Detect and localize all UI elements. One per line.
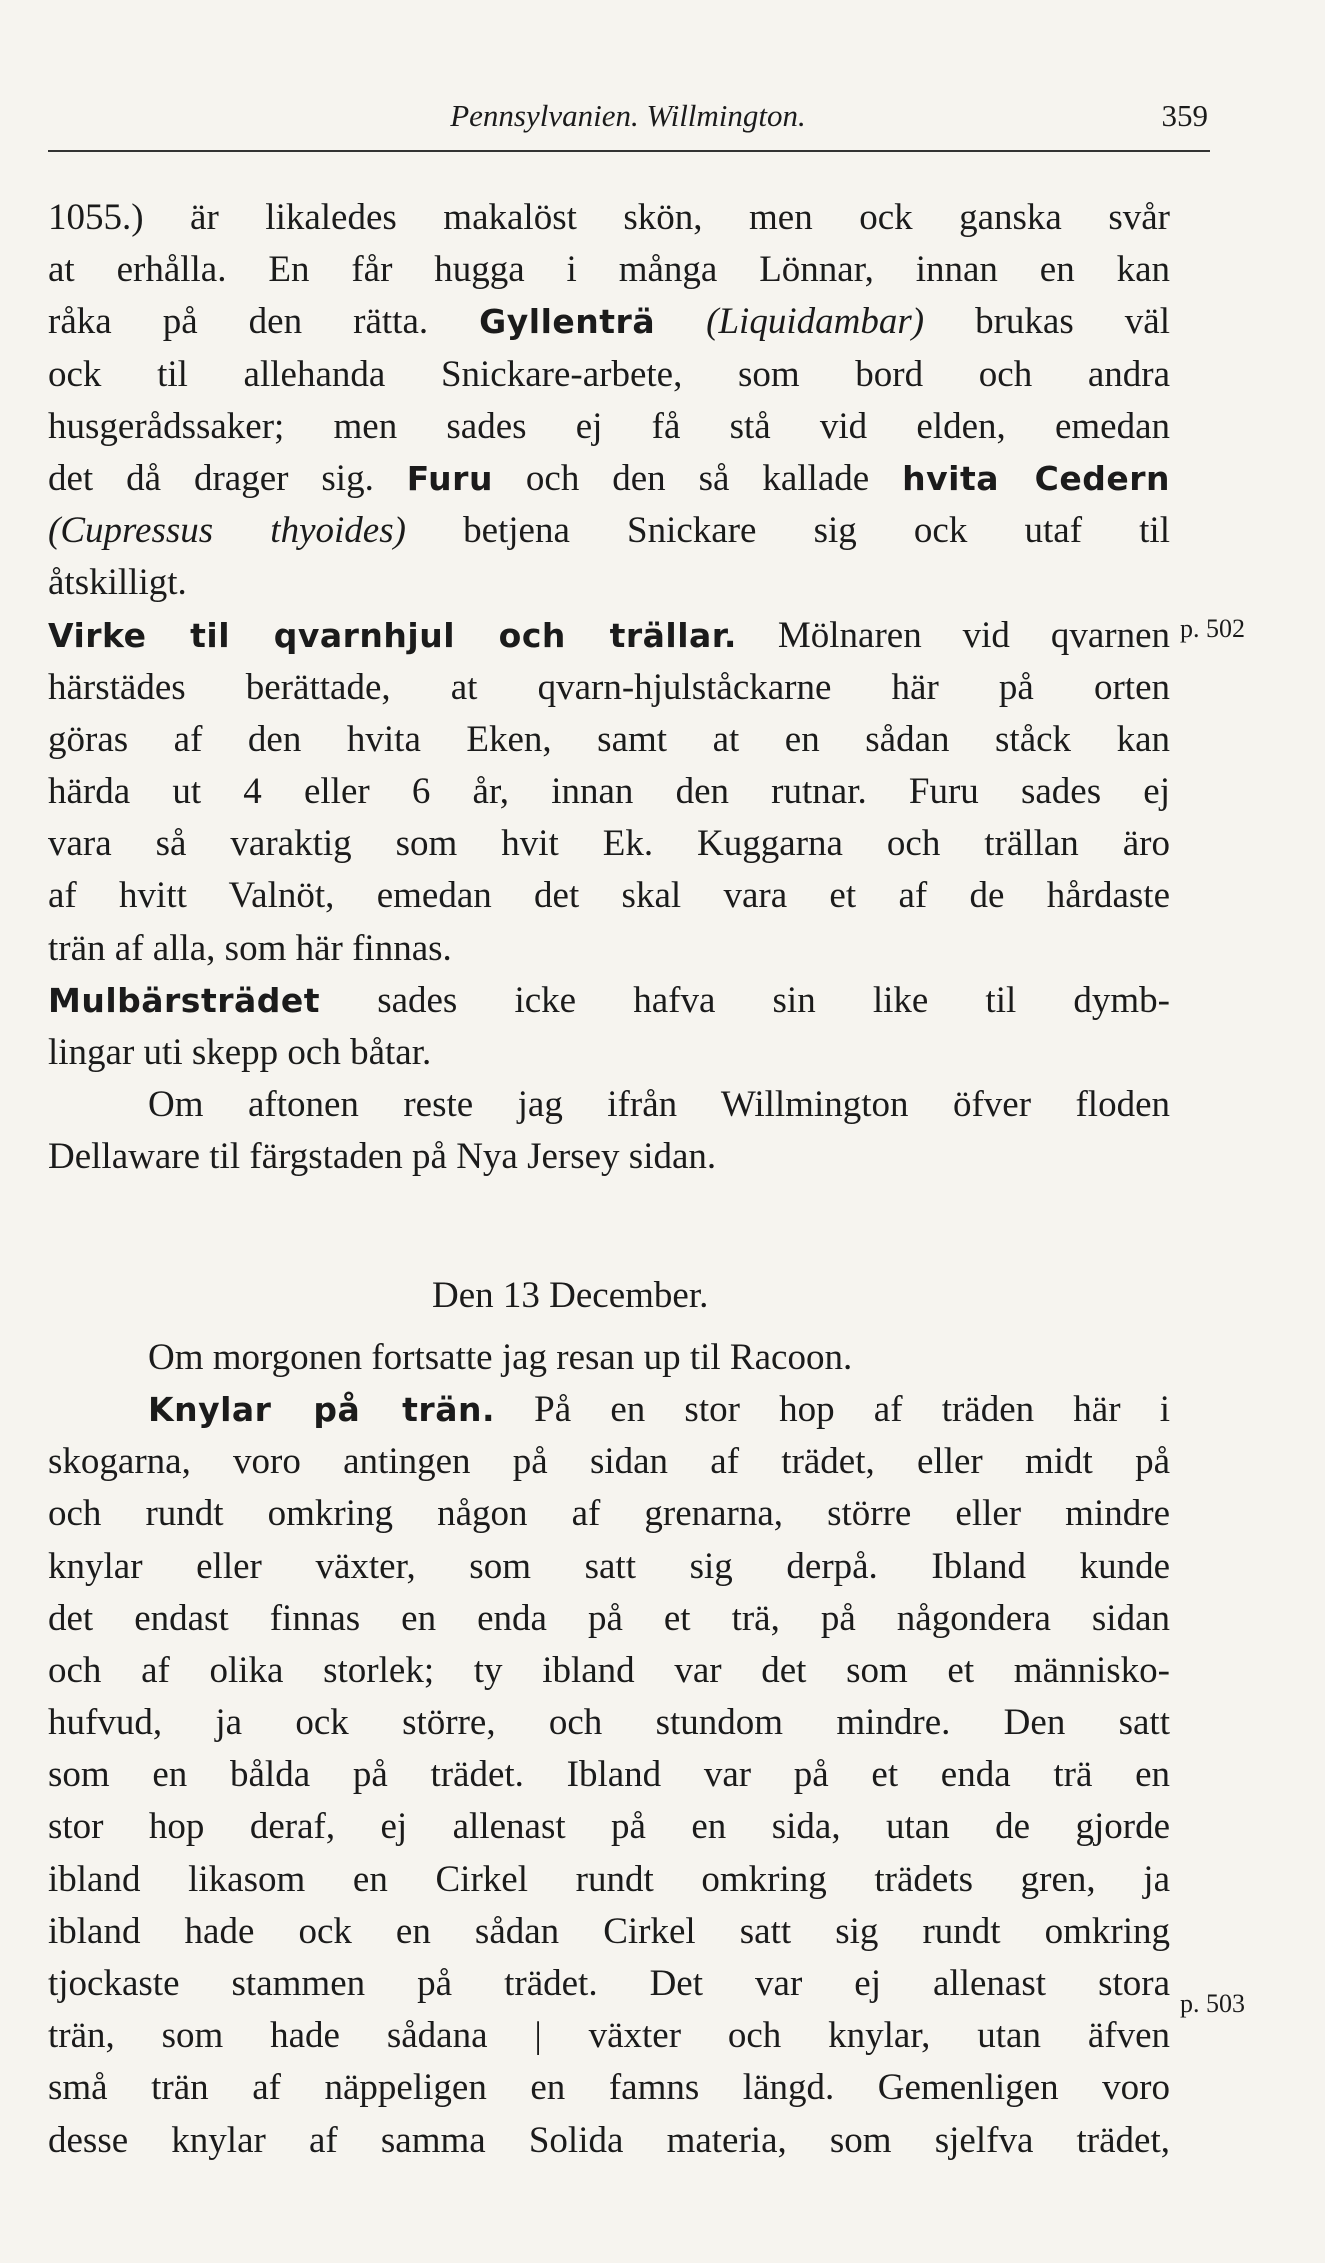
paragraph-6 — [48, 1384, 1170, 2167]
text-line: trän af alla, som här finnas. — [48, 927, 452, 969]
term-hvita-cedern: hvita Cedern — [902, 458, 1171, 498]
margin-note-p502: p. 502 — [1180, 614, 1245, 643]
text-line: tjockaste stammen på trädet. Det var ej allenast stora — [48, 1963, 1170, 2004]
text-line: 1055.) är likaledes makalöst skön, men ock ganska svår — [48, 197, 1170, 238]
text-line: göras af den hvita Eken, samt at en sådan ståck kan — [48, 718, 1170, 760]
text-line: det endast finnas en enda på et trä, på någondera sidan — [48, 1597, 1170, 1639]
latin-name: (Cupressus thyoides) — [48, 510, 406, 552]
running-title: Pennsylvanien. Willmington. — [450, 98, 806, 133]
text-line: Om aftonen reste jag ifrån Willmington öfver floden — [148, 1084, 1170, 1126]
text-line: lingar uti skepp och båtar. — [48, 1032, 432, 1073]
text-line: knylar eller växter, som satt sig derpå. Ibland kunde — [48, 1545, 1170, 1587]
paragraph-3 — [48, 975, 1170, 1079]
text-line: stor hop deraf, ej allenast på en sida, utan de gjorde — [48, 1806, 1170, 1848]
text-line: härda ut 4 eller 6 år, innan den rutnar. Furu sades ej — [48, 771, 1170, 813]
text-line: och rundt omkring någon af grenarna, större eller mindre — [48, 1493, 1170, 1535]
text-line: Knylar på trän. På en stor hop af träden här i — [148, 1388, 1170, 1430]
text-line: husgerådssaker; men sades ej få stå vid elden, emedan — [48, 405, 1170, 447]
text-line: råka på den rätta. Gyllenträ (Liquidambar) brukas väl — [48, 301, 1170, 343]
text-line: ibland likasom en Cirkel rundt omkring trädets gren, ja — [48, 1858, 1170, 1900]
date-heading: Den 13 December. — [432, 1274, 709, 1316]
text-line: at erhålla. En får hugga i många Lönnar, innan en kan — [48, 249, 1170, 291]
text-line: skogarna, voro antingen på sidan af trädet, eller midt på — [48, 1441, 1170, 1483]
text-line: Om morgonen fortsatte jag resan up til Racoon. — [148, 1336, 853, 1378]
header-rule — [48, 150, 1210, 152]
text-line: Virke til qvarnhjul och trällar. Mölnaren vid qvarnen — [48, 614, 1171, 656]
text-line: ock til allehanda Snickare-arbete, som bord och andra — [48, 353, 1170, 395]
section-heading-mulbarstradet: Mulbärsträdet — [48, 980, 321, 1020]
text-line: ibland hade ock en sådan Cirkel satt sig rundt omkring — [48, 1910, 1170, 1952]
text-line: desse knylar af samma Solida materia, som sjelfva trädet, — [48, 2119, 1170, 2161]
paragraph-5 — [48, 1332, 1170, 1384]
text-line: och af olika storlek; ty ibland var det som et människo- — [48, 1649, 1170, 1691]
paragraph-4 — [48, 1079, 1170, 1183]
section-gap — [48, 1184, 1170, 1270]
page-body — [48, 192, 1170, 2167]
paragraph-1 — [48, 192, 1170, 610]
text-line: af hvitt Valnöt, emedan det skal vara et af de hårdaste — [48, 875, 1170, 917]
text-line: som en bålda på trädet. Ibland var på et enda trä en — [48, 1754, 1170, 1796]
page-header — [48, 98, 1208, 134]
section-heading-knylar: Knylar på trän. — [148, 1389, 495, 1429]
text-line: trän, som hade sådana | växter och knylar, utan äfven — [48, 2015, 1170, 2057]
text-line: små trän af näppeligen en famns längd. Gemenligen voro — [48, 2067, 1170, 2109]
text-line: Dellaware til färgstaden på Nya Jersey sidan. — [48, 1136, 717, 1178]
section-heading-virke: Virke til qvarnhjul och trällar. — [48, 615, 737, 655]
term-gyllentra: Gyllenträ — [479, 302, 656, 342]
text-line: (Cupressus thyoides) betjena Snickare sig ock utaf til — [48, 510, 1170, 552]
margin-note-p503: p. 503 — [1180, 1989, 1245, 2018]
latin-name: (Liquidambar) — [706, 301, 925, 343]
text-line: Mulbärsträdet sades icke hafva sin like til dymb- — [48, 979, 1170, 1021]
text-line: härstädes berättade, at qvarn-hjulståckarne här på orten — [48, 666, 1170, 708]
paragraph-2 — [48, 610, 1170, 975]
text-line: åtskilligt. — [48, 562, 187, 604]
text-line: vara så varaktig som hvit Ek. Kuggarna och trällan äro — [48, 823, 1170, 865]
page-number: 359 — [1161, 98, 1208, 133]
text-line: det då drager sig. Furu och den så kallade hvita Cedern — [48, 457, 1171, 499]
term-furu: Furu — [406, 458, 493, 498]
text-line: hufvud, ja ock större, och stundom mindre. Den satt — [48, 1702, 1170, 1744]
